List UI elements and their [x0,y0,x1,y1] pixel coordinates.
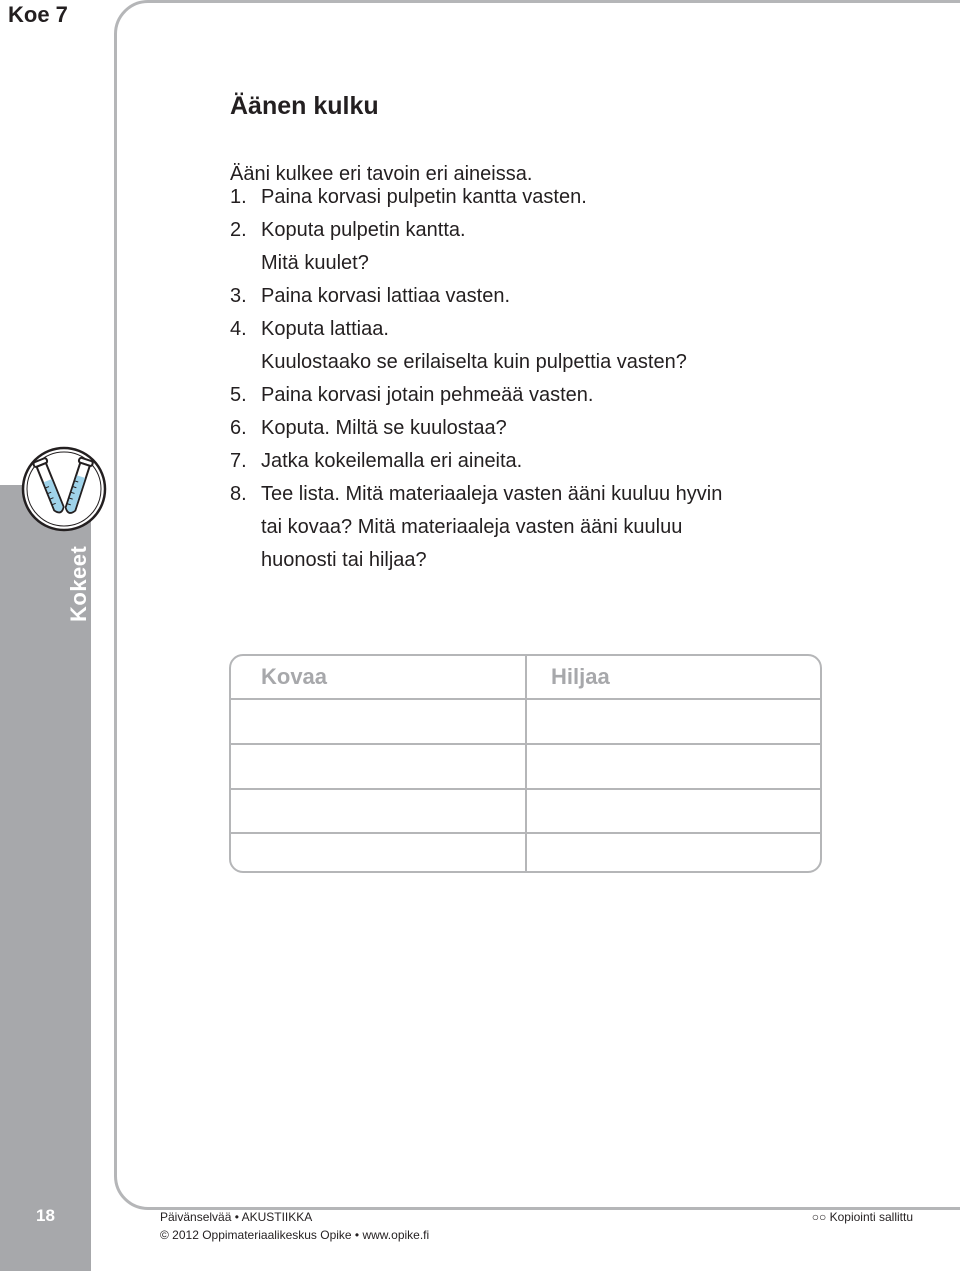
step-text: Koputa. Miltä se kuulostaa? [261,417,507,439]
sidebar [0,0,91,1271]
step-text: Paina korvasi pulpetin kantta vasten. [261,186,587,208]
section-label: Kokeet [66,545,91,622]
book-title: Päivänselvää • AKUSTIIKKA [160,1210,313,1224]
intro-text: Ääni kulkee eri tavoin eri aineissa. [230,163,533,185]
step-text: huonosti tai hiljaa? [261,549,427,571]
instruction-line [230,317,389,341]
page-title: Äänen kulku [230,92,379,120]
instruction-line [230,218,466,242]
step-number: 3. [230,285,247,307]
step-text: Kuulostaako se erilaiselta kuin pulpettia vasten? [261,351,687,373]
instruction-line [230,350,687,374]
instruction-line [230,383,593,407]
answer-table [229,654,822,873]
step-text: Koputa pulpetin kantta. [261,219,466,241]
instruction-line [230,449,522,473]
instruction-line [230,284,510,308]
table-column-divider [525,656,527,873]
experiment-number: Koe 7 [8,2,68,27]
step-text: Paina korvasi lattiaa vasten. [261,285,511,307]
page-number: 18 [36,1206,55,1225]
column-header-loud: Kovaa [261,664,328,689]
step-number: 7. [230,450,247,472]
step-text: Mitä kuulet? [261,252,369,274]
step-text: Koputa lattiaa. [261,318,389,340]
instruction-line [230,185,587,209]
step-text: Paina korvasi jotain pehmeää vasten. [261,384,594,406]
step-text: Tee lista. Mitä materiaaleja vasten ääni kuuluu hyvin [261,483,723,505]
instruction-line [230,416,507,440]
step-number: 6. [230,417,247,439]
instruction-line [230,482,722,506]
step-text: Jatka kokeilemalla eri aineita. [261,450,523,472]
copyright: © 2012 Oppimateriaalikeskus Opike • www.opike.fi [160,1228,430,1242]
step-number: 2. [230,219,247,241]
step-number: 4. [230,318,247,340]
step-number: 1. [230,186,247,208]
instruction-line [230,548,427,572]
step-text: tai kovaa? Mitä materiaaleja vasten ääni kuuluu [261,516,683,538]
test-tubes-icon [21,446,107,532]
step-number: 8. [230,483,247,505]
column-header-quiet: Hiljaa [551,664,610,689]
instruction-line [230,515,682,539]
step-number: 5. [230,384,247,406]
instruction-line [230,251,369,275]
copy-permission: ○○ Kopiointi sallittu [811,1210,913,1224]
